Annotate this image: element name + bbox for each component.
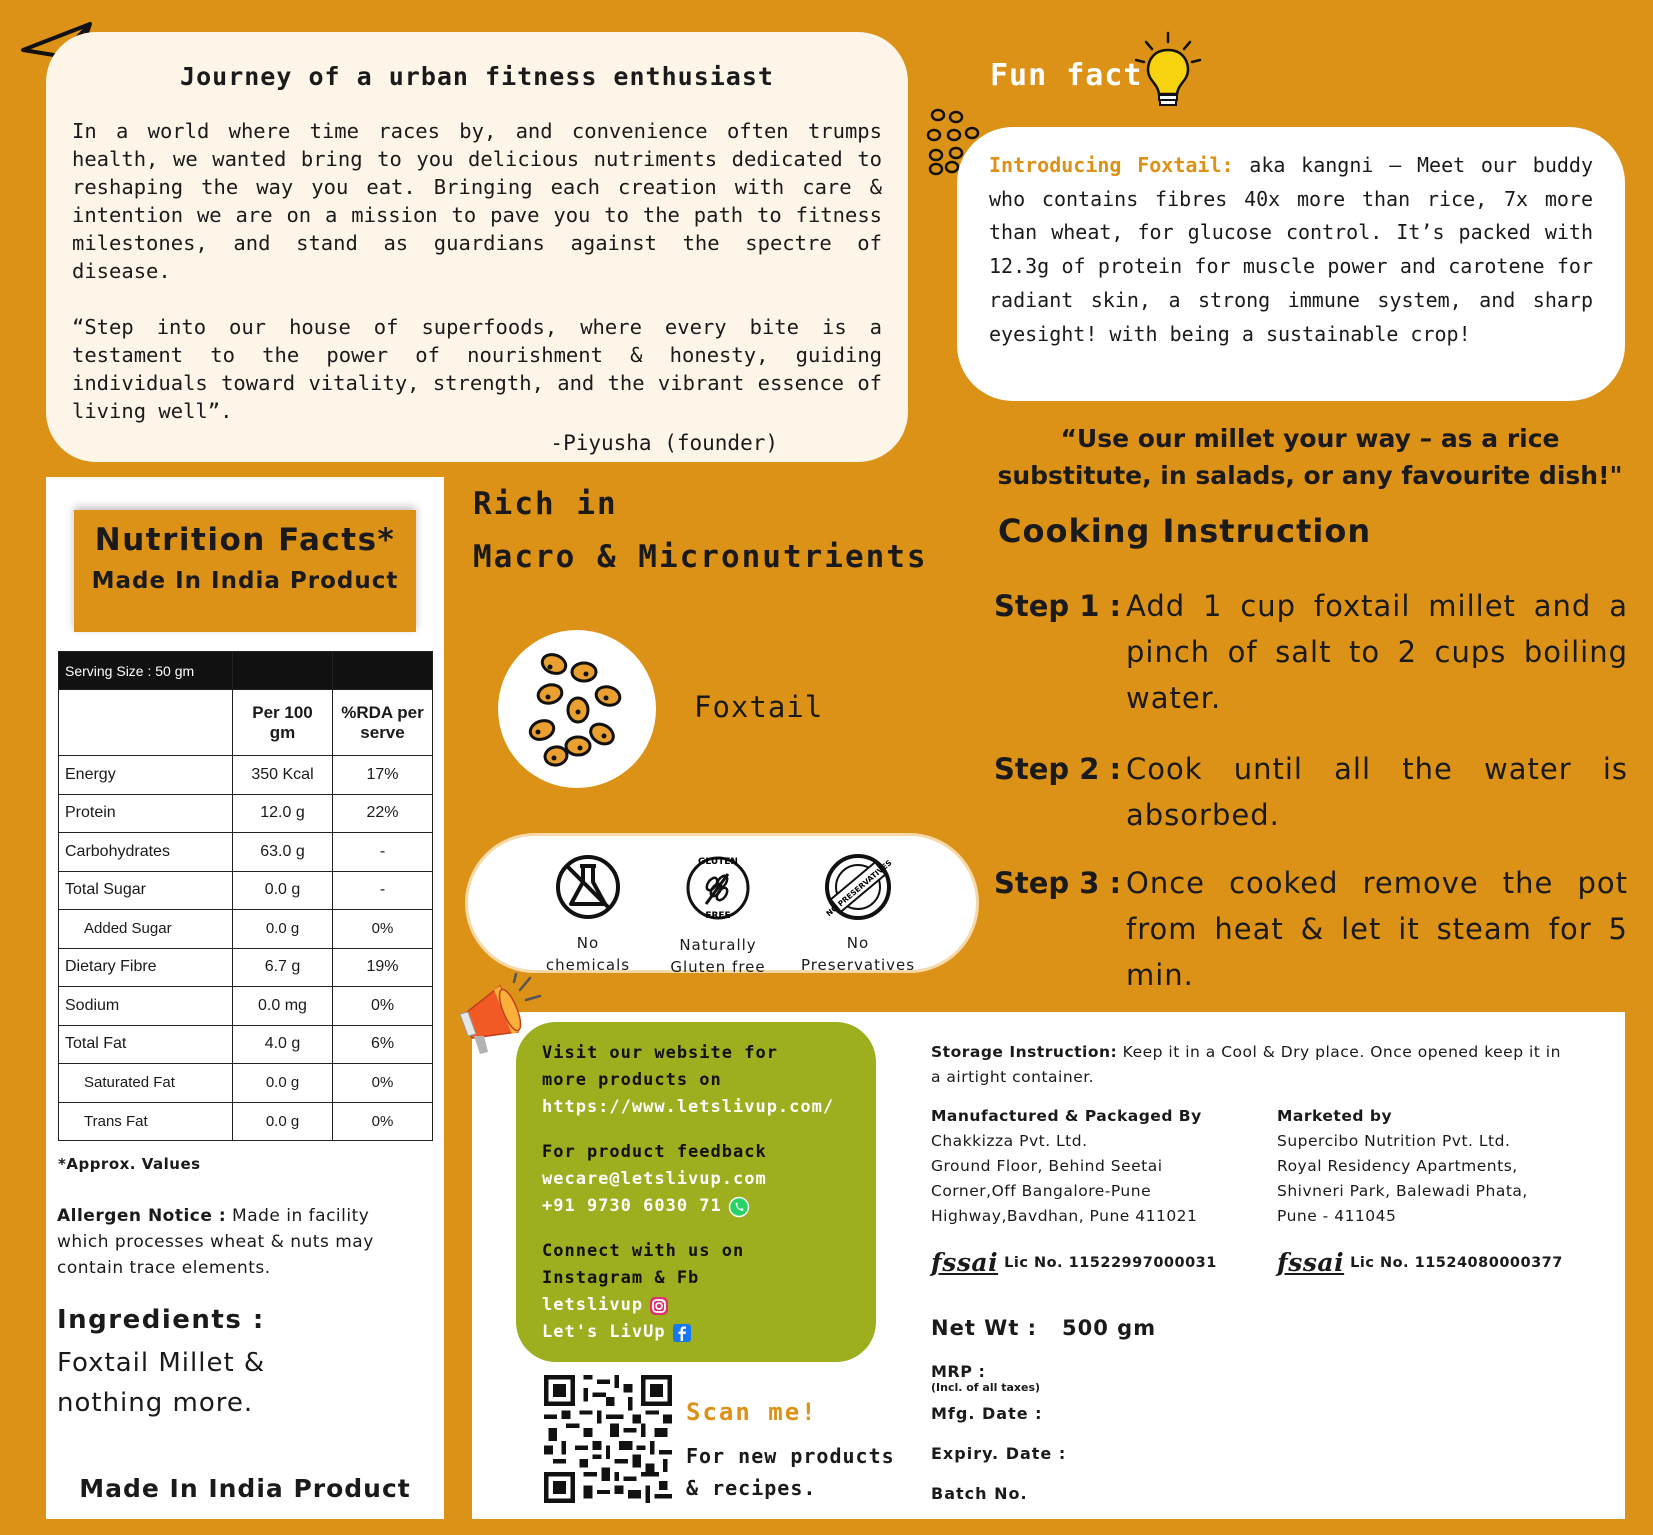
approx-values-note: *Approx. Values (58, 1155, 201, 1173)
journey-paragraph-2: “Step into our house of superfoods, where every bite is a testament to the power of nourishment & honesty, guiding individuals toward vitality, strength, and the vibrant essence of living well”. (72, 315, 882, 423)
gluten-free-icon (682, 852, 754, 924)
nutrient-name: Energy (59, 756, 233, 795)
foxtail-grain-badge (498, 630, 656, 788)
step-text: Once cooked remove the pot from heat & let it steam for 5 min. (1126, 866, 1628, 992)
table-row (59, 948, 433, 987)
journey-title: Journey of a urban fitness enthusiast (180, 62, 774, 91)
nutrient-value: 63.0 g (233, 833, 333, 872)
license-number: Lic No. 11522997000031 (1004, 1254, 1217, 1271)
email-link[interactable]: wecare@letslivup.com (542, 1169, 767, 1189)
feedback-label: For product feedback (542, 1142, 767, 1162)
nutrient-name: Protein (59, 794, 233, 833)
address-line: Shivneri Park, Balewadi Phata, (1277, 1182, 1528, 1200)
cooking-step-2 (994, 746, 1628, 838)
fun-fact-highlight: Introducing Foxtail: (989, 153, 1234, 177)
gluten-ring-text: GLUTEN (698, 857, 738, 867)
empty-cell (59, 690, 233, 756)
table-row (59, 1102, 433, 1141)
contact-card (516, 1022, 876, 1362)
facebook-text: Let's LivUp (542, 1322, 666, 1342)
nutrient-name: Total Fat (59, 1025, 233, 1064)
table-row (59, 833, 433, 872)
ingredients-text: Foxtail Millet & nothing more. (57, 1348, 266, 1418)
nutrient-name: Dietary Fibre (59, 948, 233, 987)
batch-number-label: Batch No. (931, 1484, 1028, 1503)
step-label: Step 1 : (994, 589, 1122, 623)
table-row (59, 871, 433, 910)
made-in-india-label: Made In India Product (79, 1474, 411, 1503)
facebook-page[interactable] (542, 1319, 850, 1346)
step-text: Cook until all the water is absorbed. (1126, 752, 1628, 832)
manufacturer-info (931, 1104, 1231, 1229)
badge-label-line: chemicals (545, 956, 631, 974)
rich-in-heading (473, 478, 928, 584)
nutrient-name: Total Sugar (59, 871, 233, 910)
badge-no-preservatives (788, 852, 928, 976)
nutrition-header (74, 510, 416, 632)
journey-paragraph-1: In a world where time races by, and convenience often trumps health, we wanted bring to you delicious nutriments dedicated to reshaping the way you eat. Bringing each creation with care & intention we are on a mission to pave you to the path to fitness milestones, and stand as guardians against the spectre of disease. (72, 119, 882, 283)
instagram-icon (649, 1296, 669, 1316)
address-line: Pune - 411045 (1277, 1207, 1397, 1225)
nutrient-value: 0.0 g (233, 871, 333, 910)
scan-me-subtitle (686, 1440, 895, 1504)
phone-text: +91 9730 6030 71 (542, 1196, 722, 1216)
rich-in-line-2: Macro & Micronutrients (473, 539, 928, 575)
nutrition-title: Nutrition Facts* (94, 522, 396, 558)
nutrient-rda: 22% (333, 794, 433, 833)
step-label: Step 2 : (994, 752, 1122, 786)
nutrient-name: Carbohydrates (59, 833, 233, 872)
table-row (59, 1025, 433, 1064)
storage-instruction (931, 1040, 1571, 1090)
expiry-date-label: Expiry. Date : (931, 1444, 1067, 1463)
manufacturer-label: Manufactured & Packaged By (931, 1107, 1202, 1125)
step-text: Add 1 cup foxtail millet and a pinch of salt to 2 cups boiling water. (1126, 589, 1628, 715)
nutrient-name: Trans Fat (59, 1102, 233, 1141)
founder-signature: -Piyusha (founder) (550, 431, 778, 455)
nutrient-value: 0.0 g (233, 1102, 333, 1141)
cooking-step-3 (994, 860, 1628, 998)
cooking-title: Cooking Instruction (998, 512, 1372, 550)
nutrient-name: Sodium (59, 987, 233, 1026)
allergen-notice (57, 1203, 387, 1281)
step-label: Step 3 : (994, 866, 1122, 900)
fun-fact-body: aka kangni — Meet our buddy who contains fibres 40x more than rice, 7x more than wheat, for glucose control. It’s packed with 12.3g of protein for muscle power and carotene for radiant skin, a strong immune system, and sharp eyesight! with being a sustainable crop! (989, 153, 1593, 346)
address-line: Supercibo Nutrition Pvt. Ltd. (1277, 1132, 1511, 1150)
light-bulb-icon (1132, 30, 1204, 110)
nutrient-value: 350 Kcal (233, 756, 333, 795)
fun-fact-card (957, 127, 1625, 401)
fun-fact-text (989, 149, 1593, 351)
marketer-info (1277, 1104, 1577, 1229)
badge-label-line: Naturally (679, 936, 757, 954)
whatsapp-icon (728, 1196, 750, 1218)
no-preservatives-icon (823, 852, 893, 922)
journey-card (46, 32, 908, 462)
connect-line-1: Connect with us on (542, 1241, 745, 1261)
table-row (59, 756, 433, 795)
visit-line-2: more products on (542, 1070, 722, 1090)
address-line: Ground Floor, Behind Seetai (931, 1157, 1163, 1175)
nutrient-value: 12.0 g (233, 794, 333, 833)
connect-line-2: Instagram & Fb (542, 1268, 700, 1288)
fun-fact-title: Fun fact (990, 58, 1143, 93)
mrp-label: MRP : (931, 1362, 986, 1381)
rich-in-line-1: Rich in (473, 486, 618, 522)
badge-label (648, 934, 788, 978)
nutrient-rda: 6% (333, 1025, 433, 1064)
ingredients-title: Ingredients : (57, 1305, 265, 1335)
badge-label-line: No (846, 934, 870, 952)
table-row (59, 987, 433, 1026)
no-preservatives-ring-text: NO PRESERVATIVES (824, 858, 893, 919)
phone-number[interactable] (542, 1193, 850, 1220)
mfg-date-label: Mfg. Date : (931, 1404, 1043, 1423)
badge-gluten-free (648, 852, 788, 978)
rda-header: %RDA per serve (333, 690, 433, 756)
header-cell (333, 652, 433, 690)
nutrient-value: 0.0 mg (233, 987, 333, 1026)
fssai-license-1 (931, 1248, 1217, 1277)
header-cell (233, 652, 333, 690)
nutrient-rda: - (333, 871, 433, 910)
website-link[interactable]: https://www.letslivup.com/ (542, 1097, 835, 1117)
address-line: Royal Residency Apartments, (1277, 1157, 1518, 1175)
nutrient-name: Added Sugar (59, 910, 233, 949)
nutrient-name: Saturated Fat (59, 1064, 233, 1103)
per-100-header: Per 100 gm (233, 690, 333, 756)
feature-badges (465, 833, 979, 976)
nutrient-rda: 0% (333, 910, 433, 949)
usage-quote: “Use our millet your way – as a rice substitute, in salads, or any favourite dish!" (997, 424, 1623, 490)
nutrition-subtitle: Made In India Product (91, 568, 399, 594)
storage-label: Storage Instruction: (931, 1043, 1118, 1061)
fssai-logo: fssai (1277, 1248, 1345, 1277)
address-line: Chakkizza Pvt. Ltd. (931, 1132, 1088, 1150)
instagram-handle[interactable] (542, 1292, 850, 1319)
nutrient-value: 0.0 g (233, 1064, 333, 1103)
scan-line-1: For new products (686, 1444, 895, 1468)
no-chemicals-icon (553, 852, 623, 922)
cooking-step-1 (994, 583, 1628, 721)
column-header-row (59, 690, 433, 756)
net-weight: Net Wt : 500 gm (931, 1316, 1157, 1340)
nutrient-rda: 19% (333, 948, 433, 987)
badge-no-chemicals (518, 852, 658, 976)
nutrient-rda: 0% (333, 1102, 433, 1141)
fssai-logo: fssai (931, 1248, 999, 1277)
badge-label (788, 932, 928, 976)
address-line: Highway,Bavdhan, Pune 411021 (931, 1207, 1198, 1225)
allergen-label: Allergen Notice : (57, 1206, 227, 1226)
nutrition-table (58, 651, 433, 1141)
address-line: Corner,Off Bangalore-Pune (931, 1182, 1152, 1200)
qr-code[interactable] (544, 1375, 672, 1503)
nutrient-value: 6.7 g (233, 948, 333, 987)
nutrient-rda: - (333, 833, 433, 872)
visit-line-1: Visit our website for (542, 1043, 778, 1063)
table-row (59, 1064, 433, 1103)
allergen-text: Made in facility which processes wheat & nuts may contain trace elements. (57, 1206, 374, 1278)
foxtail-label: Foxtail (694, 690, 824, 724)
table-row (59, 794, 433, 833)
nutrient-value: 0.0 g (233, 910, 333, 949)
table-header-row (59, 652, 433, 690)
scan-me-title: Scan me! (686, 1398, 818, 1426)
fssai-license-2 (1277, 1248, 1563, 1277)
license-number: Lic No. 11524080000377 (1350, 1254, 1563, 1271)
table-row (59, 910, 433, 949)
marketer-label: Marketed by (1277, 1107, 1393, 1125)
badge-label-line: Gluten free (670, 958, 766, 976)
serving-size: Serving Size : 50 gm (59, 652, 233, 690)
storage-text: Keep it in a Cool & Dry place. Once opened keep it in a airtight container. (931, 1043, 1561, 1086)
instagram-text: letslivup (542, 1295, 644, 1315)
foxtail-grain-icon (498, 630, 656, 788)
scan-line-2: & recipes. (686, 1476, 817, 1500)
nutrient-rda: 0% (333, 1064, 433, 1103)
free-ring-text: FREE (705, 911, 731, 921)
nutrient-rda: 0% (333, 987, 433, 1026)
nutrient-rda: 17% (333, 756, 433, 795)
badge-label-line: Preservatives (800, 956, 916, 974)
badge-label (518, 932, 658, 976)
nutrient-value: 4.0 g (233, 1025, 333, 1064)
badge-label-line: No (576, 934, 600, 952)
mrp-note: (Incl. of all taxes) (931, 1381, 1041, 1394)
facebook-icon (672, 1323, 692, 1343)
